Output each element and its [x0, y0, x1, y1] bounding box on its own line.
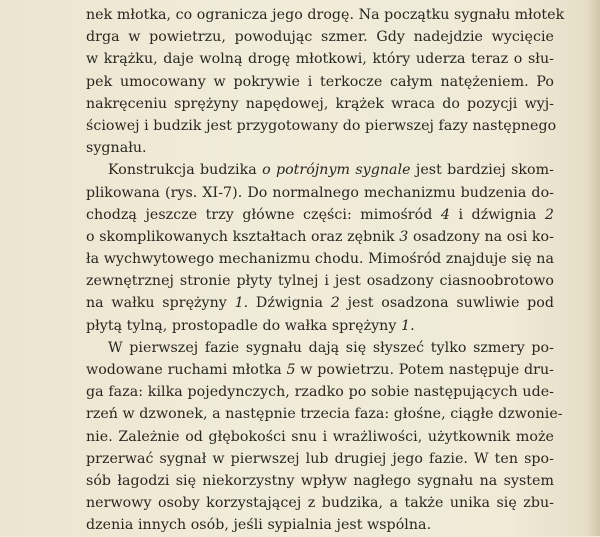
- text-italic-run: 3: [399, 228, 409, 245]
- page-edge-shadow: [586, 0, 600, 536]
- text-line: nie. Zależnie od głębokości snu i wrażliwości, użytkownik może: [86, 428, 554, 445]
- text-run: jest osadzona suwliwie pod: [339, 295, 554, 312]
- text-line: plikowana (rys. XI-7). Do normalnego mechanizmu budzenia do-: [86, 184, 554, 201]
- text-line: W pierwszej fazie sygnału dają się słyszeć tylko szmery po-: [108, 339, 554, 356]
- text-run: chodzą jeszcze trzy główne części: mimośród: [86, 206, 441, 223]
- text-italic-run: 4: [440, 206, 450, 223]
- text-line: sób łagodzi się niekorzystny wpływ nagłego sygnału na system: [86, 472, 554, 489]
- text-run: i dźwignia: [449, 206, 545, 223]
- text-italic-run: 2: [330, 295, 340, 312]
- text-line: sygnału.: [86, 140, 147, 157]
- text-italic-run: o potrójnym sygnale: [262, 162, 411, 179]
- text-line: [86, 315, 554, 337]
- text-line: nakręceniu sprężyny napędowej, krążek wraca do pozycji wyj-: [86, 95, 554, 112]
- text-line: ściowej i budzik jest przygotowany do pierwszej fazy następnego: [86, 117, 557, 134]
- text-run: w powietrzu. Potem następuje dru-: [295, 362, 554, 378]
- text-italic-run: 1: [400, 317, 411, 334]
- text-line: dzenia innych osób, jeśli sypialnia jest wspólna.: [86, 517, 432, 534]
- text-line: nerwowy osoby korzystającej z budzika, a także unika się zbu-: [86, 495, 554, 512]
- text-line: [86, 204, 554, 226]
- page-text: [86, 4, 565, 537]
- text-line: [86, 159, 554, 181]
- text-run: Konstrukcja budzika: [108, 162, 263, 179]
- text-line: ga faza: kilka pojedynczych, rzadko po sobie następujących ude-: [86, 384, 554, 401]
- text-italic-run: 5: [286, 362, 296, 378]
- text-line: [86, 292, 554, 314]
- text-line: w krążku, daje wolną drogę młotkowi, który uderza teraz o słu-: [86, 51, 554, 68]
- text-italic-run: 1: [234, 295, 244, 312]
- text-run: płytą tylną, prostopadle do wałka sprężyny: [86, 317, 401, 334]
- text-line: pek umocowany w pokrywie i terkocze całym natężeniem. Po: [86, 73, 554, 90]
- text-run: o skomplikowanych kształtach oraz zębnik: [86, 228, 400, 245]
- text-run: . Dźwignia: [243, 295, 331, 312]
- text-run: na wałku sprężyny: [86, 295, 235, 312]
- text-line: [86, 359, 554, 381]
- text-line: zewnętrznej stronie płyty tylnej i jest osadzony ciasnoobrotowo: [86, 273, 554, 290]
- text-run: .: [410, 317, 415, 334]
- text-line: [86, 226, 554, 248]
- text-line: nek młotka, co ogranicza jego drogę. Na początku sygnału młotek: [86, 7, 565, 23]
- text-line: przerwać sygnał w pierwszej lub drugiej jego fazie. W ten spo-: [86, 450, 554, 467]
- text-run: jest bardziej skom-: [410, 162, 554, 179]
- text-line: rzeń w dzwonek, a następnie trzecia faza: głośne, ciągłe dzwonie-: [86, 406, 563, 423]
- text-line: drga w powietrzu, powodując szmer. Gdy nadejdzie wycięcie: [86, 29, 554, 46]
- text-italic-run: 2: [544, 206, 554, 223]
- text-run: wodowane ruchami młotka: [86, 362, 287, 378]
- text-run: osadzony na osi ko-: [408, 228, 554, 245]
- text-line: ła wychwytowego mechanizmu chodu. Mimośród znajduje się na: [86, 251, 554, 268]
